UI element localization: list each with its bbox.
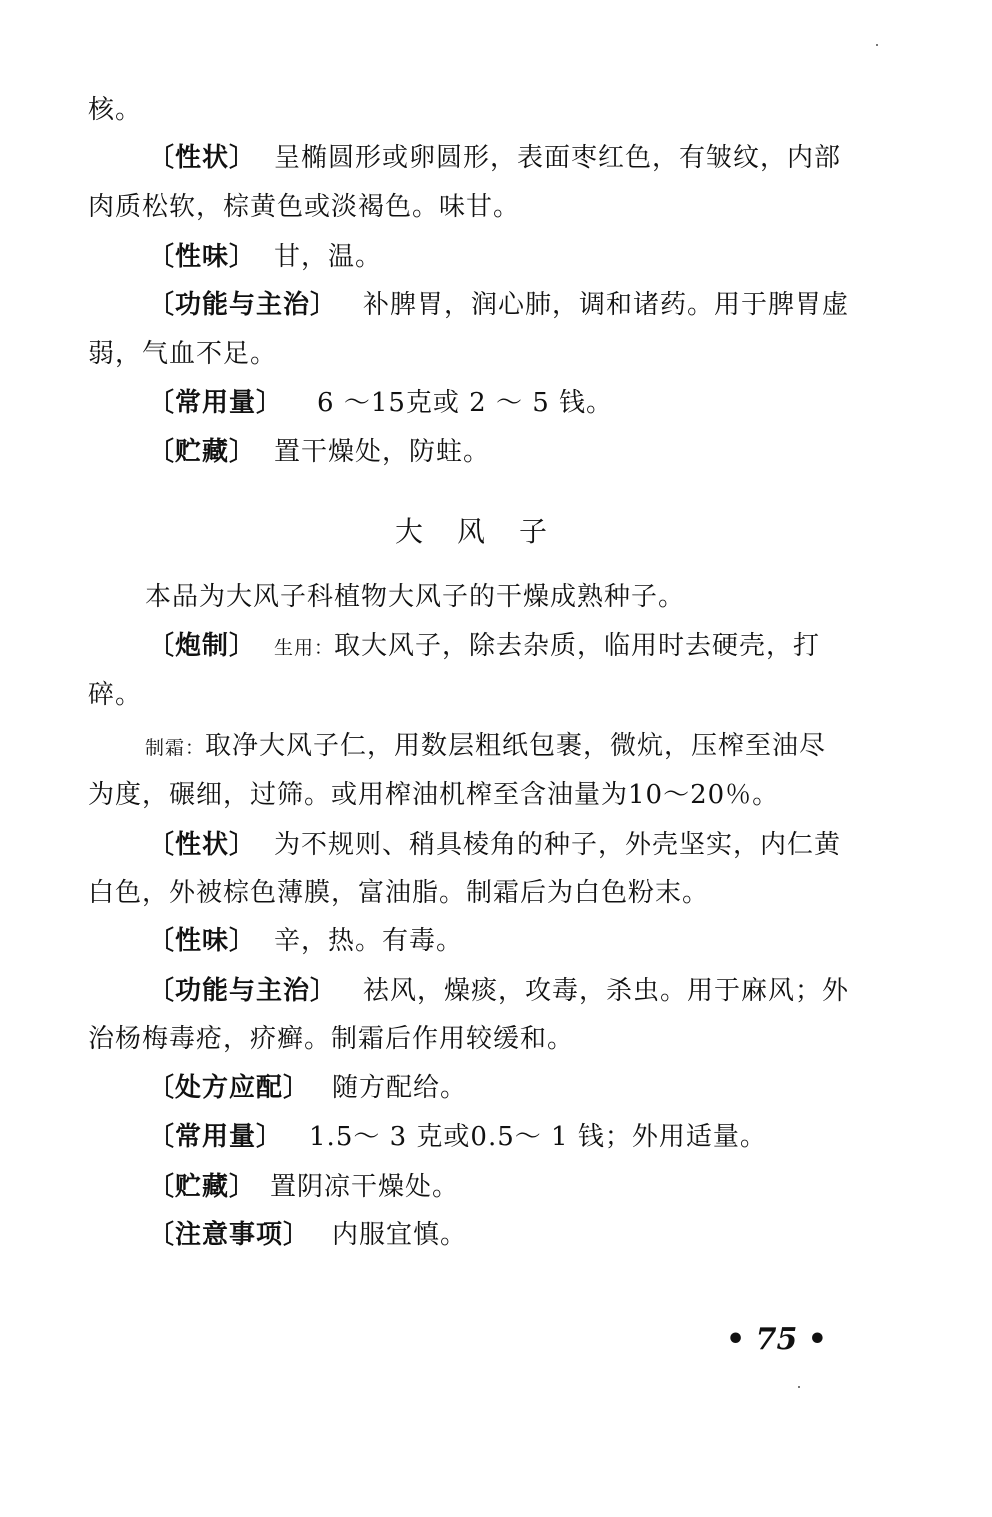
scan-speck — [798, 1386, 800, 1388]
section-label: 〔性状〕 — [148, 143, 257, 173]
scan-speck — [876, 44, 878, 46]
section-text: 为度，碾细，过筛。或用榨油机榨至含油量为10～20％。 — [88, 780, 780, 810]
section-text: 治杨梅毒疮，疥癣。制霜后作用较缓和。 — [88, 1024, 575, 1054]
section-text: 碎。 — [88, 680, 143, 710]
section-text: 白色，外被棕色薄膜，富油脂。制霜后为白色粉末。 — [88, 878, 710, 908]
section-label: 〔常用量〕 — [148, 1122, 284, 1152]
section-xingzhuang — [148, 141, 841, 175]
subsection-label: 制霜： — [145, 737, 206, 759]
text-line — [88, 337, 277, 371]
text-line — [88, 93, 142, 127]
section-xingwei — [148, 924, 463, 958]
section-changyong — [148, 1120, 767, 1154]
section-paozhi — [148, 629, 820, 665]
text-line — [88, 678, 142, 712]
text-line — [88, 876, 709, 910]
section-chufang — [148, 1071, 467, 1105]
page-number: • 75 • — [726, 1322, 827, 1357]
text-line — [88, 1022, 574, 1056]
text-line — [88, 778, 779, 812]
section-text: 辛，热。有毒。 — [274, 926, 464, 956]
text-line — [88, 190, 520, 224]
section-gongneng — [148, 288, 849, 322]
section-gongneng — [148, 974, 849, 1008]
section-text: 6 ～15克或 2 ～ 5 钱。 — [317, 388, 614, 418]
section-label: 〔炮制〕 — [148, 631, 257, 661]
section-text: 为不规则、稍具棱角的种子，外壳坚实，内仁黄 — [274, 830, 842, 860]
section-xingzhuang — [148, 828, 841, 862]
section-text: 取大风子，除去杂质，临用时去硬壳，打 — [334, 631, 821, 661]
section-label: 〔处方应配〕 — [148, 1073, 311, 1103]
section-label: 〔贮藏〕 — [148, 1172, 257, 1202]
section-label: 〔性味〕 — [148, 242, 257, 272]
section-label: 〔功能与主治〕 — [148, 976, 338, 1006]
entry-intro — [145, 580, 685, 614]
section-label: 〔注意事项〕 — [148, 1220, 311, 1250]
subsection-zhishuang — [145, 729, 826, 765]
section-label: 〔性味〕 — [148, 926, 257, 956]
paragraph-text: 核。 — [88, 95, 143, 125]
section-text: 内服宜慎。 — [332, 1220, 468, 1250]
section-text: 取净大风子仁，用数层粗纸包裹，微炕，压榨至油尽 — [205, 731, 827, 761]
section-zhuyi — [148, 1218, 467, 1252]
section-text: 甘，温。 — [274, 242, 383, 272]
section-text: 置阴凉干燥处。 — [270, 1172, 460, 1202]
section-text: 置干燥处，防蛀。 — [274, 437, 491, 467]
section-zhucang — [148, 1170, 459, 1204]
section-label: 〔功能与主治〕 — [148, 290, 338, 320]
section-xingwei — [148, 240, 382, 274]
section-changyong — [148, 386, 613, 420]
entry-title: 大风子 — [395, 515, 582, 548]
section-zhucang — [148, 435, 490, 469]
section-text: 弱，气血不足。 — [88, 339, 278, 369]
section-text: 祛风，燥痰，攻毒，杀虫。用于麻风；外 — [363, 976, 850, 1006]
subsection-label: 生用： — [274, 637, 335, 659]
section-text: 肉质松软，棕黄色或淡褐色。味甘。 — [88, 192, 521, 222]
section-text: 随方配给。 — [332, 1073, 468, 1103]
section-text: 呈椭圆形或卵圆形，表面枣红色，有皱纹，内部 — [274, 143, 842, 173]
paragraph-text: 本品为大风子科植物大风子的干燥成熟种子。 — [145, 582, 686, 612]
section-label: 〔贮藏〕 — [148, 437, 257, 467]
section-label: 〔常用量〕 — [148, 388, 284, 418]
section-label: 〔性状〕 — [148, 830, 257, 860]
section-text: 1.5～ 3 克或0.5～ 1 钱；外用适量。 — [309, 1122, 767, 1152]
section-text: 补脾胃，润心肺，调和诸药。用于脾胃虚 — [363, 290, 850, 320]
